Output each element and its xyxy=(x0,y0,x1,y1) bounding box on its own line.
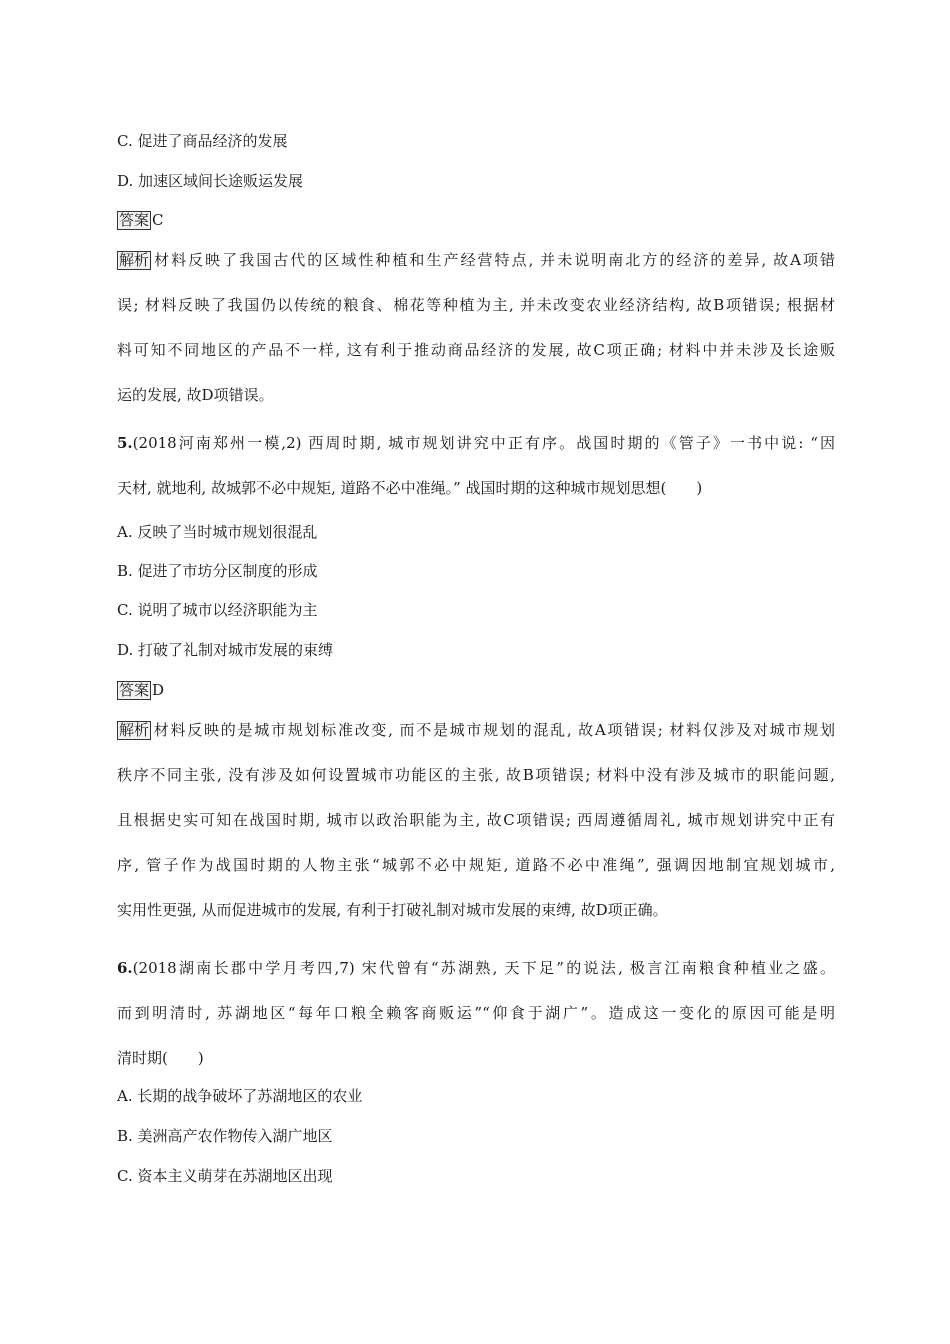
answer-value: C xyxy=(152,211,164,229)
q5-option-b: B. 促进了市坊分区制度的形成 xyxy=(117,562,318,580)
q5-analysis-line-3: 且根据史实可知在战国时期, 城市以政治职能为主, 故C项错误; 西周遵循周礼, 城市规划讲究中正有 xyxy=(117,811,835,829)
q5-option-d: D. 打破了礼制对城市发展的束缚 xyxy=(117,641,334,659)
q4-analysis-line-2: 误; 材料反映了我国仍以传统的粮食、棉花等种植为主, 并未改变农业经济结构, 故B项错误; 根据材 xyxy=(117,296,835,314)
q6-option-c: C. 资本主义萌芽在苏湖地区出现 xyxy=(117,1167,333,1185)
question-number: 6. xyxy=(117,959,133,977)
q6-stem-line-1: 6.(2018湖南长郡中学月考四,7) 宋代曾有“苏湖熟, 天下足”的说法, 极言江南粮食种植业之盛。 xyxy=(117,959,835,977)
q6-option-a: A. 长期的战争破坏了苏湖地区的农业 xyxy=(117,1087,363,1105)
q5-analysis-line-4: 序, 管子作为战国时期的人物主张“城郭不必中规矩, 道路不必中准绳”, 强调因地制宜规划城市, xyxy=(117,856,835,874)
q5-analysis xyxy=(117,720,835,945)
q5-analysis-line-2: 秩序不同主张, 没有涉及如何设置城市功能区的主张, 故B项错误; 材料中没有涉及城市的职能问题, xyxy=(117,766,835,784)
q4-analysis xyxy=(117,250,835,430)
q4-analysis-line-4: 运的发展, 故D项错误。 xyxy=(117,386,274,404)
q5-analysis-line-5: 实用性更强, 从而促进城市的发展, 有利于打破礼制对城市发展的束缚, 故D项正确。 xyxy=(117,901,668,919)
q4-analysis-line-1: 解析 材料反映了我国古代的区域性种植和生产经营特点, 并未说明南北方的经济的差异, 故A项错 xyxy=(119,251,835,269)
q6-option-b: B. 美洲高产农作物传入湖广地区 xyxy=(117,1127,333,1145)
q4-option-c: C. 促进了商品经济的发展 xyxy=(117,132,288,150)
q5-option-c: C. 说明了城市以经济职能为主 xyxy=(117,601,318,619)
q4-analysis-line-3: 料可知不同地区的产品不一样, 这有利于推动商品经济的发展, 故C项正确; 材料中并未涉及长途贩 xyxy=(117,341,835,359)
question-number: 5. xyxy=(117,434,133,452)
q5-option-a: A. 反映了当时城市规划很混乱 xyxy=(117,523,318,541)
q6-stem-line-3: 清时期( ) xyxy=(117,1049,204,1067)
analysis-label: 解析 xyxy=(119,721,150,739)
q4-option-d: D. 加速区域间长途贩运发展 xyxy=(117,172,304,190)
q4-answer xyxy=(117,210,164,230)
answer-label: 答案 xyxy=(119,211,150,229)
q5-stem-line-1: 5.(2018河南郑州一模,2) 西周时期, 城市规划讲究中正有序。战国时期的《管子》一书中说: “因 xyxy=(117,434,835,452)
answer-value: D xyxy=(152,681,165,699)
q6-stem xyxy=(117,958,835,1093)
q5-stem-line-2: 天材, 就地利, 故城郭不必中规矩, 道路不必中准绳。” 战国时期的这种城市规划思想( ) xyxy=(117,479,703,497)
q5-stem xyxy=(117,433,835,523)
q6-stem-line-2: 而到明清时, 苏湖地区“每年口粮全赖客商贩运”“仰食于湖广”。造成这一变化的原因可能是明 xyxy=(117,1004,835,1022)
q5-answer xyxy=(117,680,164,700)
answer-label: 答案 xyxy=(119,681,150,699)
analysis-label: 解析 xyxy=(119,251,150,269)
q5-analysis-line-1: 解析 材料反映的是城市规划标准改变, 而不是城市规划的混乱, 故A项错误; 材料仅涉及对城市规划 xyxy=(119,721,835,739)
